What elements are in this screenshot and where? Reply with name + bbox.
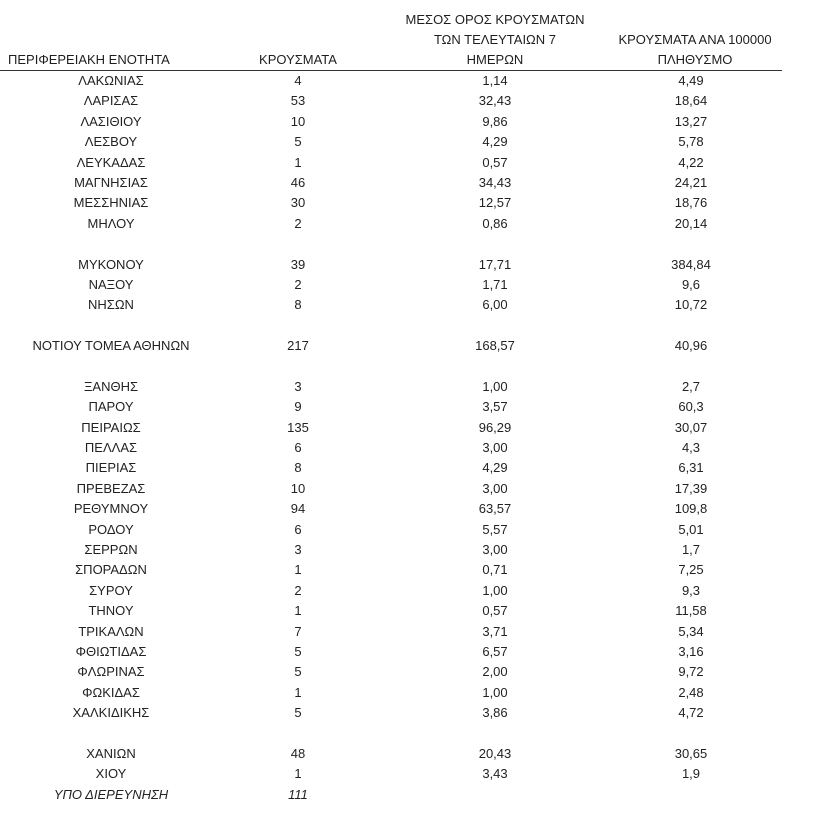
per100k-cell: 2,7	[681, 378, 701, 394]
cases-cell: 2	[294, 276, 302, 292]
avg7-cell: 3,00	[482, 480, 508, 496]
table-row	[0, 520, 820, 540]
avg7-cell: 1,71	[482, 276, 508, 292]
cases-cell: 217	[287, 338, 309, 354]
table-row	[0, 275, 820, 295]
cases-cell: 6	[294, 521, 302, 537]
table-row	[0, 622, 820, 642]
per100k-cell: 60,3	[678, 399, 704, 415]
avg7-cell: 3,86	[482, 705, 508, 721]
cases-cell: 30	[290, 195, 306, 211]
cases-cell: 53	[290, 93, 306, 109]
table-row	[0, 764, 820, 784]
cases-cell: 10	[290, 480, 306, 496]
region-cell: ΠΡΕΒΕΖΑΣ	[76, 480, 146, 496]
per100k-cell: 30,65	[674, 745, 708, 761]
table-row	[0, 295, 820, 315]
table-row	[0, 438, 820, 458]
per100k-cell: 5,01	[678, 521, 704, 537]
region-cell: ΥΠΟ ΔΙΕΡΕΥΝΗΣΗ	[53, 786, 169, 802]
table-row	[0, 397, 820, 417]
table-row	[0, 377, 820, 397]
cases-cell: 5	[294, 705, 302, 721]
cases-cell: 10	[290, 113, 306, 129]
table-row	[0, 581, 820, 601]
per100k-cell: 2,48	[678, 684, 704, 700]
column-header-cases-per-100k-line1: ΚΡΟΥΣΜΑΤΑ ΑΝΑ 100000	[618, 32, 772, 47]
region-cell: ΤΡΙΚΑΛΩΝ	[78, 623, 144, 639]
table-row	[0, 703, 820, 723]
table-row	[0, 214, 820, 234]
cases-cell: 5	[294, 134, 302, 150]
cases-cell: 3	[294, 541, 302, 557]
region-cell: ΠΕΙΡΑΙΩΣ	[81, 419, 141, 435]
avg7-cell: 0,57	[482, 603, 508, 619]
avg7-cell: 1,00	[482, 684, 508, 700]
region-cell: ΦΘΙΩΤΙΔΑΣ	[75, 643, 147, 659]
per100k-cell: 9,72	[678, 664, 704, 680]
table-row	[0, 71, 820, 91]
avg7-cell: 63,57	[478, 501, 512, 517]
region-cell: ΣΠΟΡΑΔΩΝ	[75, 562, 147, 578]
cases-cell: 48	[290, 745, 306, 761]
table-row	[0, 132, 820, 152]
per100k-cell: 109,8	[674, 501, 708, 517]
avg7-cell: 17,71	[478, 256, 512, 272]
column-header-cases-per-100k	[590, 30, 800, 70]
column-header-7day-average-line2: ΤΩΝ ΤΕΛΕΥΤΑΙΩΝ 7	[433, 32, 557, 47]
region-cell: ΞΑΝΘΗΣ	[83, 378, 139, 394]
cases-cell: 7	[294, 623, 302, 639]
table-row	[0, 91, 820, 111]
table-row	[0, 336, 820, 356]
avg7-cell: 1,00	[482, 582, 508, 598]
column-header-7day-average-line3: ΗΜΕΡΩΝ	[466, 52, 524, 67]
per100k-cell: 18,64	[674, 93, 708, 109]
column-header-7day-average	[390, 10, 600, 70]
region-cell: ΛΑΡΙΣΑΣ	[83, 93, 139, 109]
avg7-cell: 12,57	[478, 195, 512, 211]
cases-cell: 1	[294, 603, 302, 619]
per100k-cell: 1,9	[681, 766, 701, 782]
cases-cell: 94	[290, 501, 306, 517]
cases-cell: 2	[294, 215, 302, 231]
region-cell: ΛΑΣΙΘΙΟΥ	[80, 113, 142, 129]
per100k-cell: 9,3	[681, 582, 701, 598]
per100k-cell: 30,07	[674, 419, 708, 435]
region-cell: ΜΗΛΟΥ	[87, 215, 135, 231]
per100k-cell: 4,49	[678, 73, 704, 88]
cases-cell: 8	[294, 460, 302, 476]
avg7-cell: 20,43	[478, 745, 512, 761]
column-header-7day-average-line1: ΜΕΣΟΣ ΟΡΟΣ ΚΡΟΥΣΜΑΤΩΝ	[405, 12, 585, 27]
cases-cell: 46	[290, 174, 306, 190]
table-row	[0, 255, 820, 275]
avg7-cell: 4,29	[482, 460, 508, 476]
region-cell: ΛΕΣΒΟΥ	[84, 134, 138, 150]
avg7-cell: 3,71	[482, 623, 508, 639]
table-row	[0, 458, 820, 478]
per100k-cell: 40,96	[674, 338, 708, 354]
per100k-cell: 24,21	[674, 174, 708, 190]
column-header-cases: ΚΡΟΥΣΜΑΤΑ	[259, 52, 337, 67]
per100k-cell: 5,78	[678, 134, 704, 150]
region-cell: ΦΛΩΡΙΝΑΣ	[77, 664, 145, 680]
table-row	[0, 193, 820, 213]
avg7-cell: 6,57	[482, 643, 508, 659]
table-row	[0, 744, 820, 764]
region-cell: ΦΩΚΙΔΑΣ	[82, 684, 140, 700]
avg7-cell: 4,29	[482, 134, 508, 150]
table-row	[0, 540, 820, 560]
per100k-cell: 5,34	[678, 623, 704, 639]
avg7-cell: 3,00	[482, 440, 508, 456]
cases-cell: 1	[294, 684, 302, 700]
per100k-cell: 4,22	[678, 154, 704, 170]
region-cell: ΜΑΓΝΗΣΙΑΣ	[74, 174, 148, 190]
table-row	[0, 662, 820, 682]
region-cell: ΣΥΡΟΥ	[89, 582, 133, 598]
region-cell: ΡΕΘΥΜΝΟΥ	[73, 501, 149, 517]
column-header-region: ΠΕΡΙΦΕΡΕΙΑΚΗ ΕΝΟΤΗΤΑ	[8, 52, 170, 67]
region-cell: ΧΙΟΥ	[95, 766, 127, 782]
region-cell: ΣΕΡΡΩΝ	[84, 541, 138, 557]
table-row	[0, 499, 820, 519]
per100k-cell: 4,3	[681, 440, 701, 456]
per100k-cell: 384,84	[671, 256, 711, 272]
avg7-cell: 1,14	[482, 73, 508, 88]
avg7-cell: 3,43	[482, 766, 508, 782]
region-cell: ΧΑΝΙΩΝ	[86, 745, 136, 761]
per100k-cell: 3,16	[678, 643, 704, 659]
per100k-cell: 20,14	[674, 215, 708, 231]
avg7-cell: 3,00	[482, 541, 508, 557]
table-row	[0, 153, 820, 173]
cases-cell: 8	[294, 297, 302, 313]
per100k-cell: 18,76	[674, 195, 708, 211]
avg7-cell: 0,57	[482, 154, 508, 170]
per100k-cell: 1,7	[681, 541, 701, 557]
table-row	[0, 683, 820, 703]
per100k-cell: 9,6	[681, 276, 701, 292]
cases-cell: 111	[288, 786, 308, 802]
avg7-cell: 0,86	[482, 215, 508, 231]
cases-cell: 1	[294, 766, 302, 782]
table-row	[0, 642, 820, 662]
per100k-cell: 7,25	[678, 562, 704, 578]
region-cell: ΠΙΕΡΙΑΣ	[85, 460, 137, 476]
table-body	[0, 71, 820, 805]
table-row	[0, 560, 820, 580]
avg7-cell: 9,86	[482, 113, 508, 129]
cases-cell: 5	[294, 664, 302, 680]
per100k-cell: 10,72	[674, 297, 708, 313]
cases-cell: 5	[294, 643, 302, 659]
table-row	[0, 112, 820, 132]
region-cell: ΠΕΛΛΑΣ	[84, 440, 138, 456]
cases-cell: 6	[294, 440, 302, 456]
table-row	[0, 601, 820, 621]
cases-cell: 1	[294, 562, 302, 578]
table-row	[0, 173, 820, 193]
avg7-cell: 168,57	[475, 338, 515, 354]
cases-cell: 3	[294, 378, 302, 394]
avg7-cell: 34,43	[478, 174, 512, 190]
region-cell: ΛΑΚΩΝΙΑΣ	[78, 73, 144, 88]
per100k-cell: 11,58	[675, 603, 707, 619]
per100k-cell: 13,27	[674, 113, 708, 129]
region-cell: ΝΟΤΙΟΥ ΤΟΜΕΑ ΑΘΗΝΩΝ	[32, 338, 190, 354]
cases-cell: 39	[290, 256, 306, 272]
per100k-cell: 6,31	[678, 460, 704, 476]
avg7-cell: 6,00	[482, 297, 508, 313]
region-cell: ΡΟΔΟΥ	[88, 521, 134, 537]
cases-cell: 4	[294, 73, 302, 88]
cases-cell: 2	[294, 582, 302, 598]
region-cell: ΧΑΛΚΙΔΙΚΗΣ	[72, 705, 150, 721]
avg7-cell: 0,71	[482, 562, 508, 578]
table-row	[0, 479, 820, 499]
avg7-cell: 5,57	[482, 521, 508, 537]
avg7-cell: 32,43	[478, 93, 512, 109]
region-cell: ΜΕΣΣΗΝΙΑΣ	[73, 195, 149, 211]
table-row	[0, 418, 820, 438]
avg7-cell: 3,57	[482, 399, 508, 415]
avg7-cell: 96,29	[478, 419, 512, 435]
region-cell: ΛΕΥΚΑΔΑΣ	[76, 154, 146, 170]
table-row	[0, 785, 820, 805]
region-cell: ΜΥΚΟΝΟΥ	[78, 256, 144, 272]
avg7-cell: 2,00	[482, 664, 508, 680]
region-cell: ΝΗΣΩΝ	[88, 297, 134, 313]
per100k-cell: 4,72	[678, 705, 704, 721]
per100k-cell: 17,39	[674, 480, 708, 496]
cases-cell: 9	[294, 399, 302, 415]
avg7-cell: 1,00	[482, 378, 508, 394]
cases-cell: 135	[287, 419, 309, 435]
column-header-cases-per-100k-line2: ΠΛΗΘΥΣΜΟ	[657, 52, 733, 67]
cases-cell: 1	[294, 154, 302, 170]
region-cell: ΝΑΞΟΥ	[88, 276, 134, 292]
region-cell: ΠΑΡΟΥ	[88, 399, 134, 415]
region-cell: ΤΗΝΟΥ	[88, 603, 134, 619]
